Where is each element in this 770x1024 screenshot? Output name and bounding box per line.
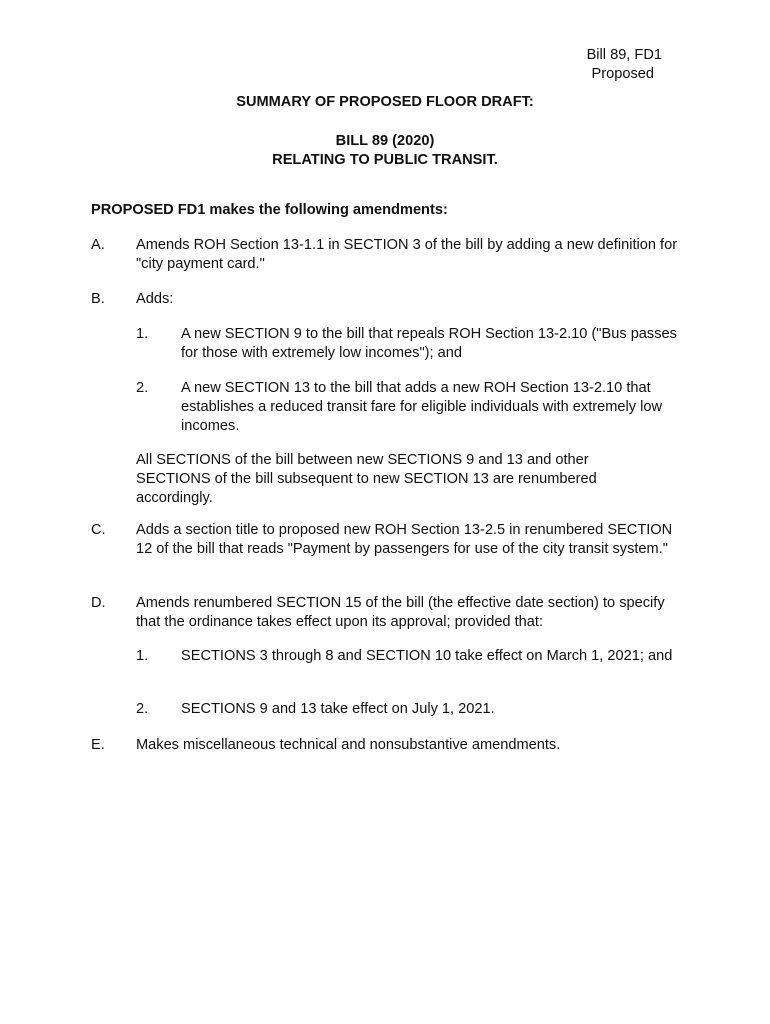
item-letter: D. [91, 595, 106, 611]
item-text: Amends renumbered SECTION 15 of the bill (the effective date section) to specify that the ordinance takes effect upon its approval; provided that: [136, 595, 665, 630]
sub-item-b-2 [136, 379, 696, 436]
title-line-2: BILL 89 (2020) [335, 133, 435, 149]
title-line-3: RELATING TO PUBLIC TRANSIT. [272, 152, 498, 168]
sub-item-d-1 [136, 647, 696, 666]
amendment-item-a [91, 236, 691, 274]
item-text: Adds: [136, 291, 174, 307]
sub-item-b-1 [136, 325, 696, 363]
bill-reference: Bill 89, FD1 [586, 47, 662, 63]
amendment-item-e [91, 736, 691, 755]
document-title [0, 93, 770, 170]
sub-item-number: 1. [136, 326, 149, 342]
sub-item-text: A new SECTION 9 to the bill that repeals ROH Section 13-2.10 ("Bus passes for those with extremely low incomes"); and [181, 326, 677, 361]
sub-item-text: A new SECTION 13 to the bill that adds a new ROH Section 13-2.10 that establishes a reduced transit fare for eligible individuals with extremely low incomes. [181, 380, 663, 434]
amendment-item-d [91, 594, 691, 632]
document-header [587, 46, 662, 84]
amendment-item-b [91, 290, 691, 309]
item-text: Adds a section title to proposed new ROH Section 13-2.5 in renumbered SECTION 12 of the bill that reads "Payment by passengers for use of the city transit system." [136, 522, 673, 557]
draft-status: Proposed [591, 66, 654, 82]
sub-item-d-2 [136, 700, 696, 719]
sub-item-text: SECTIONS 9 and 13 take effect on July 1, 2021. [181, 701, 495, 717]
item-text: Makes miscellaneous technical and nonsubstantive amendments. [136, 737, 561, 753]
sub-item-number: 2. [136, 380, 149, 396]
sub-item-number: 1. [136, 648, 149, 664]
sub-item-text: SECTIONS 3 through 8 and SECTION 10 take effect on March 1, 2021; and [181, 648, 673, 664]
item-text: Amends ROH Section 13-1.1 in SECTION 3 of the bill by adding a new definition for "city payment card." [136, 237, 678, 272]
item-letter: C. [91, 522, 106, 538]
amendment-item-c [91, 521, 691, 559]
item-letter: B. [91, 291, 105, 307]
renumbering-note: All SECTIONS of the bill between new SECTIONS 9 and 13 and other SECTIONS of the bill subsequent to new SECTION 13 are renumbered accordingly. [136, 452, 597, 506]
item-letter: A. [91, 237, 105, 253]
title-line-1: SUMMARY OF PROPOSED FLOOR DRAFT: [236, 94, 534, 110]
sub-item-number: 2. [136, 701, 149, 717]
intro-heading: PROPOSED FD1 makes the following amendments: [91, 202, 448, 218]
item-letter: E. [91, 737, 105, 753]
